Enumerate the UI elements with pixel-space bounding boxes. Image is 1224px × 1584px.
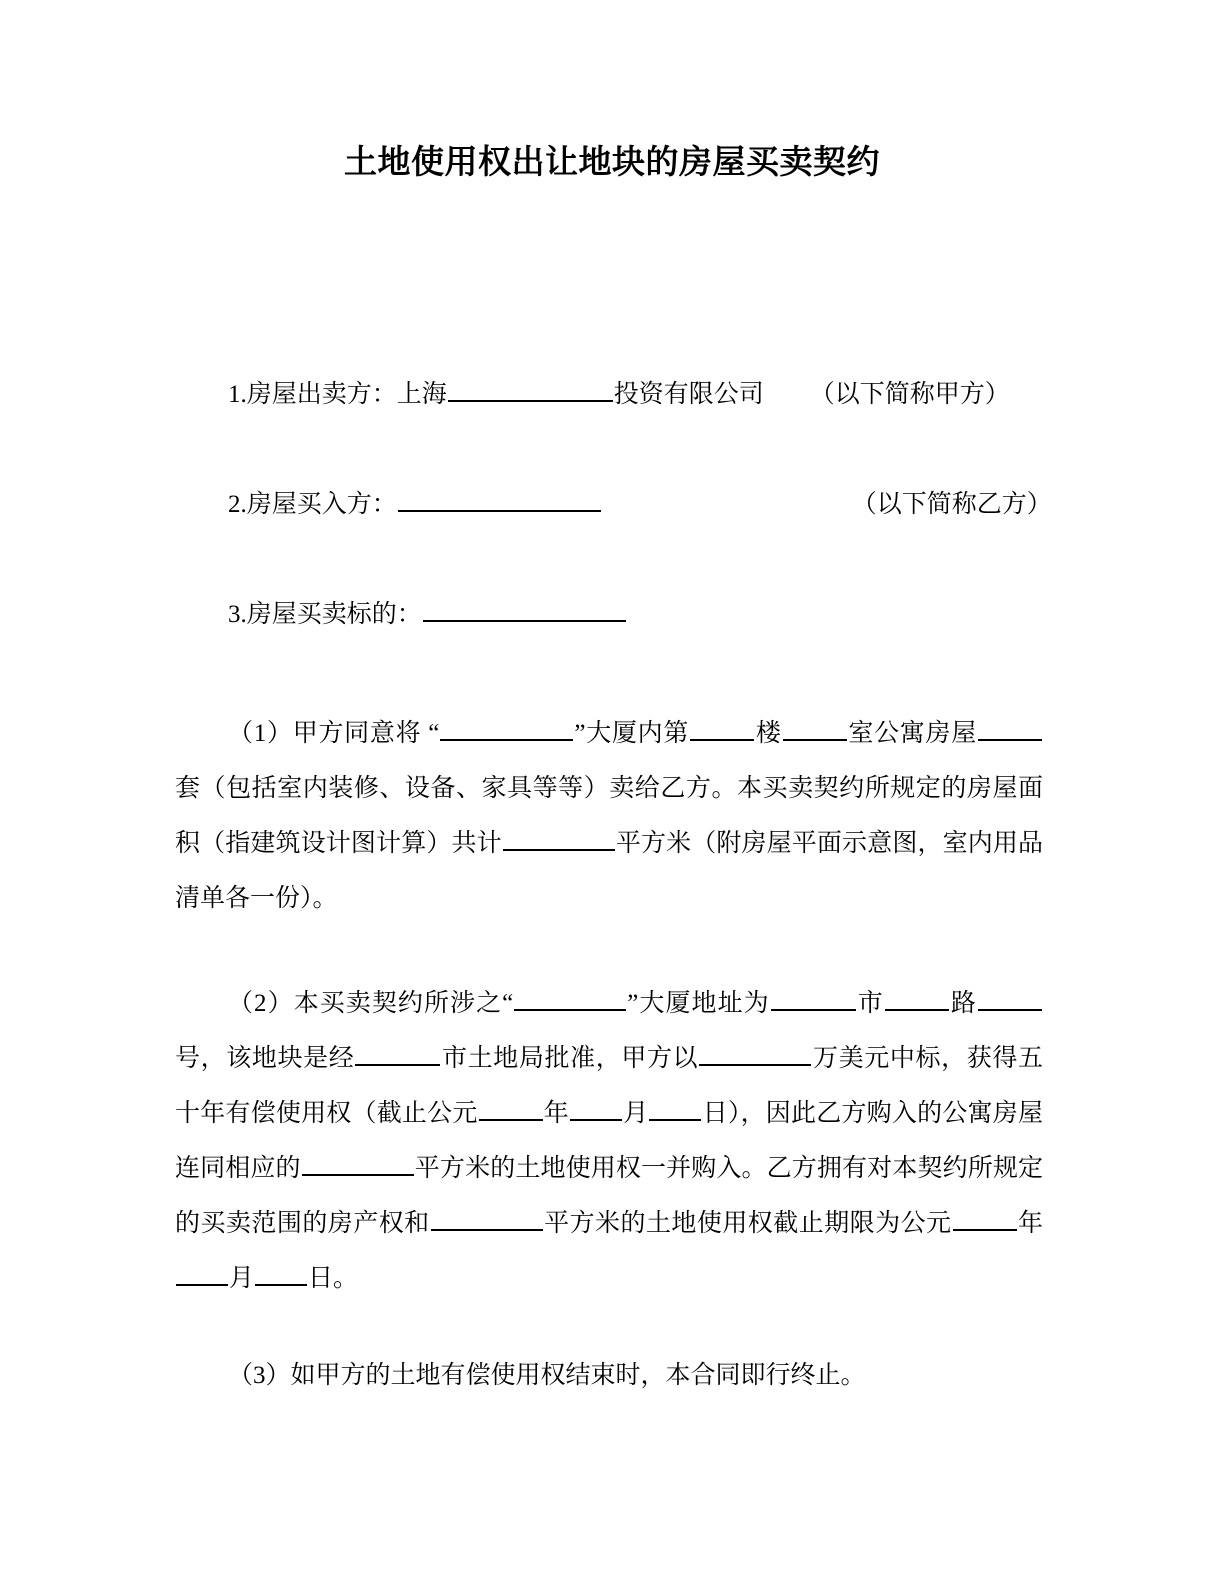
term-month-blank[interactable]: [176, 1263, 228, 1286]
clause-text: ”大厦地址为: [627, 990, 770, 1017]
room-blank[interactable]: [783, 718, 847, 741]
expiry-year-blank[interactable]: [479, 1098, 543, 1121]
item-label: 房屋买卖标的：: [246, 601, 422, 628]
clause-paragraph-3: [175, 1356, 1043, 1396]
page-title: 土地使用权出让地块的房屋买卖契约: [344, 142, 880, 181]
street-number-blank[interactable]: [978, 988, 1042, 1011]
list-item: [175, 488, 1052, 522]
clause-text: 市土地局批准，甲方以: [441, 1045, 699, 1072]
item-prefix-value: 上海: [396, 381, 447, 408]
clause-text: 楼: [755, 720, 782, 747]
clause-text: ”大厦内第: [574, 720, 690, 747]
buyer-name-blank[interactable]: [398, 489, 601, 512]
building-name-blank-2[interactable]: [514, 988, 626, 1011]
clause-marker: （2）: [228, 990, 294, 1017]
clause-marker: （3）: [228, 1362, 291, 1389]
building-name-blank[interactable]: [440, 718, 573, 741]
list-item: [175, 378, 1043, 412]
city-blank[interactable]: [771, 988, 856, 1011]
clause-text: 月: [229, 1265, 255, 1292]
clause-text: 年: [1017, 1210, 1043, 1237]
road-blank[interactable]: [885, 988, 949, 1011]
clause-text: 套（包括室内装修、设备、家具等等）卖给乙方。本买卖契约所规定的房屋面积（指建筑设计图计算）共计: [175, 775, 1043, 857]
term-year-blank[interactable]: [953, 1208, 1017, 1231]
clause-text: 日。: [308, 1265, 359, 1292]
unit-count-blank[interactable]: [978, 718, 1042, 741]
clause-text: 室公寓房屋: [847, 720, 977, 747]
seller-name-blank[interactable]: [448, 379, 613, 402]
item-label: 房屋出卖方：: [246, 381, 397, 408]
clause-text: 路: [949, 990, 977, 1017]
clause-text: 本买卖契约所涉之“: [293, 990, 514, 1017]
list-item: [175, 598, 1043, 632]
clause-text: 平方米（附房屋平面示意图，室内用品清单各一份）。: [175, 830, 1043, 912]
approving-city-blank[interactable]: [355, 1043, 440, 1066]
clause-marker: （1）: [228, 720, 293, 747]
clause-text: 年: [543, 1100, 570, 1127]
area-blank[interactable]: [503, 828, 615, 851]
item-number: 1.: [228, 381, 247, 408]
item-note: （以下简称甲方）: [809, 381, 1010, 408]
clause-text: 如甲方的土地有偿使用权结束时，本合同即行终止。: [290, 1362, 866, 1389]
clause-text: 万美元中标，获得五十年有偿使用权（截止公元: [175, 1045, 1043, 1127]
item-number: 3.: [228, 601, 247, 628]
item-label: 房屋买入方：: [246, 491, 397, 518]
clause-text: 月: [623, 1100, 649, 1127]
expiry-day-blank[interactable]: [649, 1098, 701, 1121]
floor-blank[interactable]: [690, 718, 754, 741]
item-number: 2.: [228, 491, 247, 518]
clause-paragraph-2: [175, 976, 1043, 1306]
clause-text: 市: [856, 990, 884, 1017]
bid-amount-blank[interactable]: [699, 1043, 811, 1066]
item-suffix-value: 投资有限公司: [613, 381, 764, 408]
term-day-blank[interactable]: [255, 1263, 307, 1286]
clause-paragraph-1: [175, 706, 1043, 926]
clause-text: 平方米的土地使用权一并购入。乙方拥有对本契约所规定的买卖范围的房产权和: [175, 1155, 1043, 1237]
clause-text: 平方米的土地使用权截止期限为公元: [543, 1210, 952, 1237]
item-note: （以下简称乙方）: [851, 491, 1052, 518]
clause-text: 日），因此乙方购入的公寓房屋连同相应的: [175, 1100, 1043, 1182]
parties-section: [175, 378, 1052, 632]
expiry-month-blank[interactable]: [570, 1098, 622, 1121]
land-area-blank-2[interactable]: [431, 1208, 543, 1231]
clause-text: 号，该地块是经: [175, 1045, 355, 1072]
clause-text: 甲方同意将 “: [292, 720, 440, 747]
subject-matter-blank[interactable]: [423, 599, 626, 622]
land-area-blank-1[interactable]: [302, 1153, 414, 1176]
